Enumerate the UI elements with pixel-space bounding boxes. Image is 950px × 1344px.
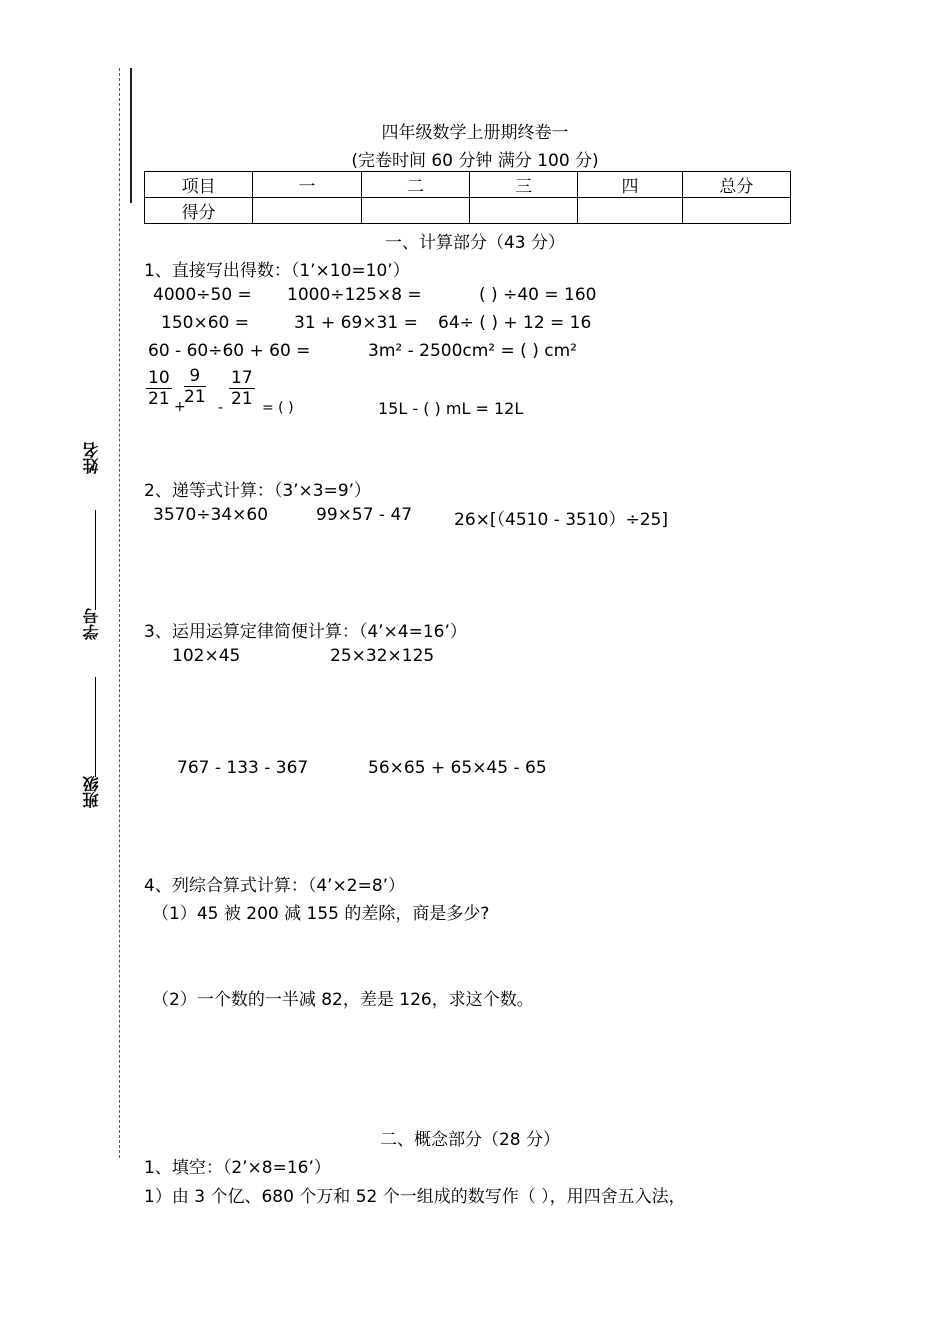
plus-sign: + — [174, 399, 186, 415]
q2-item-2: 99×57 - 47 — [316, 505, 413, 525]
q3-item-2: 25×32×125 — [330, 646, 435, 666]
section1-title: 一、计算部分（43 分） — [384, 233, 566, 253]
q1-r2-c2: 31 + 69×31 = — [294, 313, 418, 333]
side-label-student-id: 学号 — [82, 608, 101, 640]
score-table — [144, 171, 791, 224]
fraction-denominator: 21 — [148, 389, 170, 409]
class-underline — [95, 677, 96, 777]
fraction-numerator: 17 — [231, 368, 253, 388]
page-title: 四年级数学上册期终卷一 — [381, 123, 569, 143]
fraction-17-21 — [229, 368, 255, 409]
q1-r4-c2: 15L - ( ) mL = 12L — [378, 399, 524, 418]
score-header-4: 四 — [578, 172, 682, 198]
section2-title: 二、概念部分（28 分） — [379, 1130, 561, 1150]
student-id-underline — [95, 510, 96, 610]
score-table-header-row — [145, 172, 791, 198]
score-header-total: 总分 — [682, 172, 790, 198]
score-row-label: 得分 — [145, 198, 253, 224]
fraction-denominator: 21 — [184, 387, 206, 407]
q1-r3-c1: 60 - 60÷60 + 60 = — [148, 341, 311, 361]
fraction-denominator: 21 — [231, 389, 253, 409]
q1-r1-c2: 1000÷125×8 = — [287, 285, 422, 305]
q4-item-2: （2）一个数的一半减 82，差是 126，求这个数。 — [152, 990, 534, 1010]
score-cell-4[interactable] — [578, 198, 682, 224]
q3-item-3: 767 - 133 - 367 — [177, 758, 309, 778]
fraction-numerator: 9 — [184, 366, 206, 387]
q3-title: 3、运用运算定律简便计算：（4’×4=16’） — [144, 622, 467, 642]
q4-item-1: （1）45 被 200 减 155 的差除，商是多少? — [152, 904, 490, 924]
q1-r2-c1: 150×60 = — [161, 313, 249, 333]
q3-item-4: 56×65 + 65×45 - 65 — [368, 758, 547, 778]
fraction-answer-blank: = ( ) — [262, 400, 294, 416]
q1-title: 1、直接写出得数：（1’×10=10’） — [144, 261, 410, 281]
q1-r1-c1: 4000÷50 = — [153, 285, 252, 305]
q1-r1-c3: ( ) ÷40 = 160 — [479, 285, 597, 305]
page-subtitle: (完卷时间 60 分钟 满分 100 分) — [351, 151, 599, 171]
s2-q1-item-1: 1）由 3 个亿、680 个万和 52 个一组成的数写作（ ），用四舍五入法， — [144, 1187, 686, 1207]
score-cell-1[interactable] — [253, 198, 361, 224]
q3-item-1: 102×45 — [172, 646, 241, 666]
q1-r2-c3: 64÷ ( ) + 12 = 16 — [438, 313, 592, 333]
score-cell-2[interactable] — [361, 198, 469, 224]
q2-title: 2、递等式计算：（3’×3=9’） — [144, 481, 372, 501]
q2-item-3: 26×[（4510 - 3510）÷25] — [454, 510, 668, 530]
q1-r3-c2: 3m² - 2500cm² = ( ) cm² — [368, 341, 577, 361]
fraction-9-21 — [184, 366, 206, 407]
score-cell-3[interactable] — [469, 198, 577, 224]
fraction-numerator: 10 — [148, 368, 170, 388]
score-header-2: 二 — [361, 172, 469, 198]
side-label-class: 班级 — [82, 776, 101, 808]
minus-sign: - — [218, 400, 224, 416]
score-header-item: 项目 — [145, 172, 253, 198]
s2-q1-title: 1、填空：（2’×8=16’） — [144, 1158, 331, 1178]
score-header-1: 一 — [253, 172, 361, 198]
q2-item-1: 3570÷34×60 — [153, 505, 269, 525]
fraction-10-21 — [146, 368, 172, 409]
score-table-score-row — [145, 198, 791, 224]
score-header-3: 三 — [469, 172, 577, 198]
side-label-name: 姓名 — [82, 442, 101, 474]
q4-title: 4、列综合算式计算：（4’×2=8’） — [144, 876, 406, 896]
score-cell-total[interactable] — [682, 198, 790, 224]
